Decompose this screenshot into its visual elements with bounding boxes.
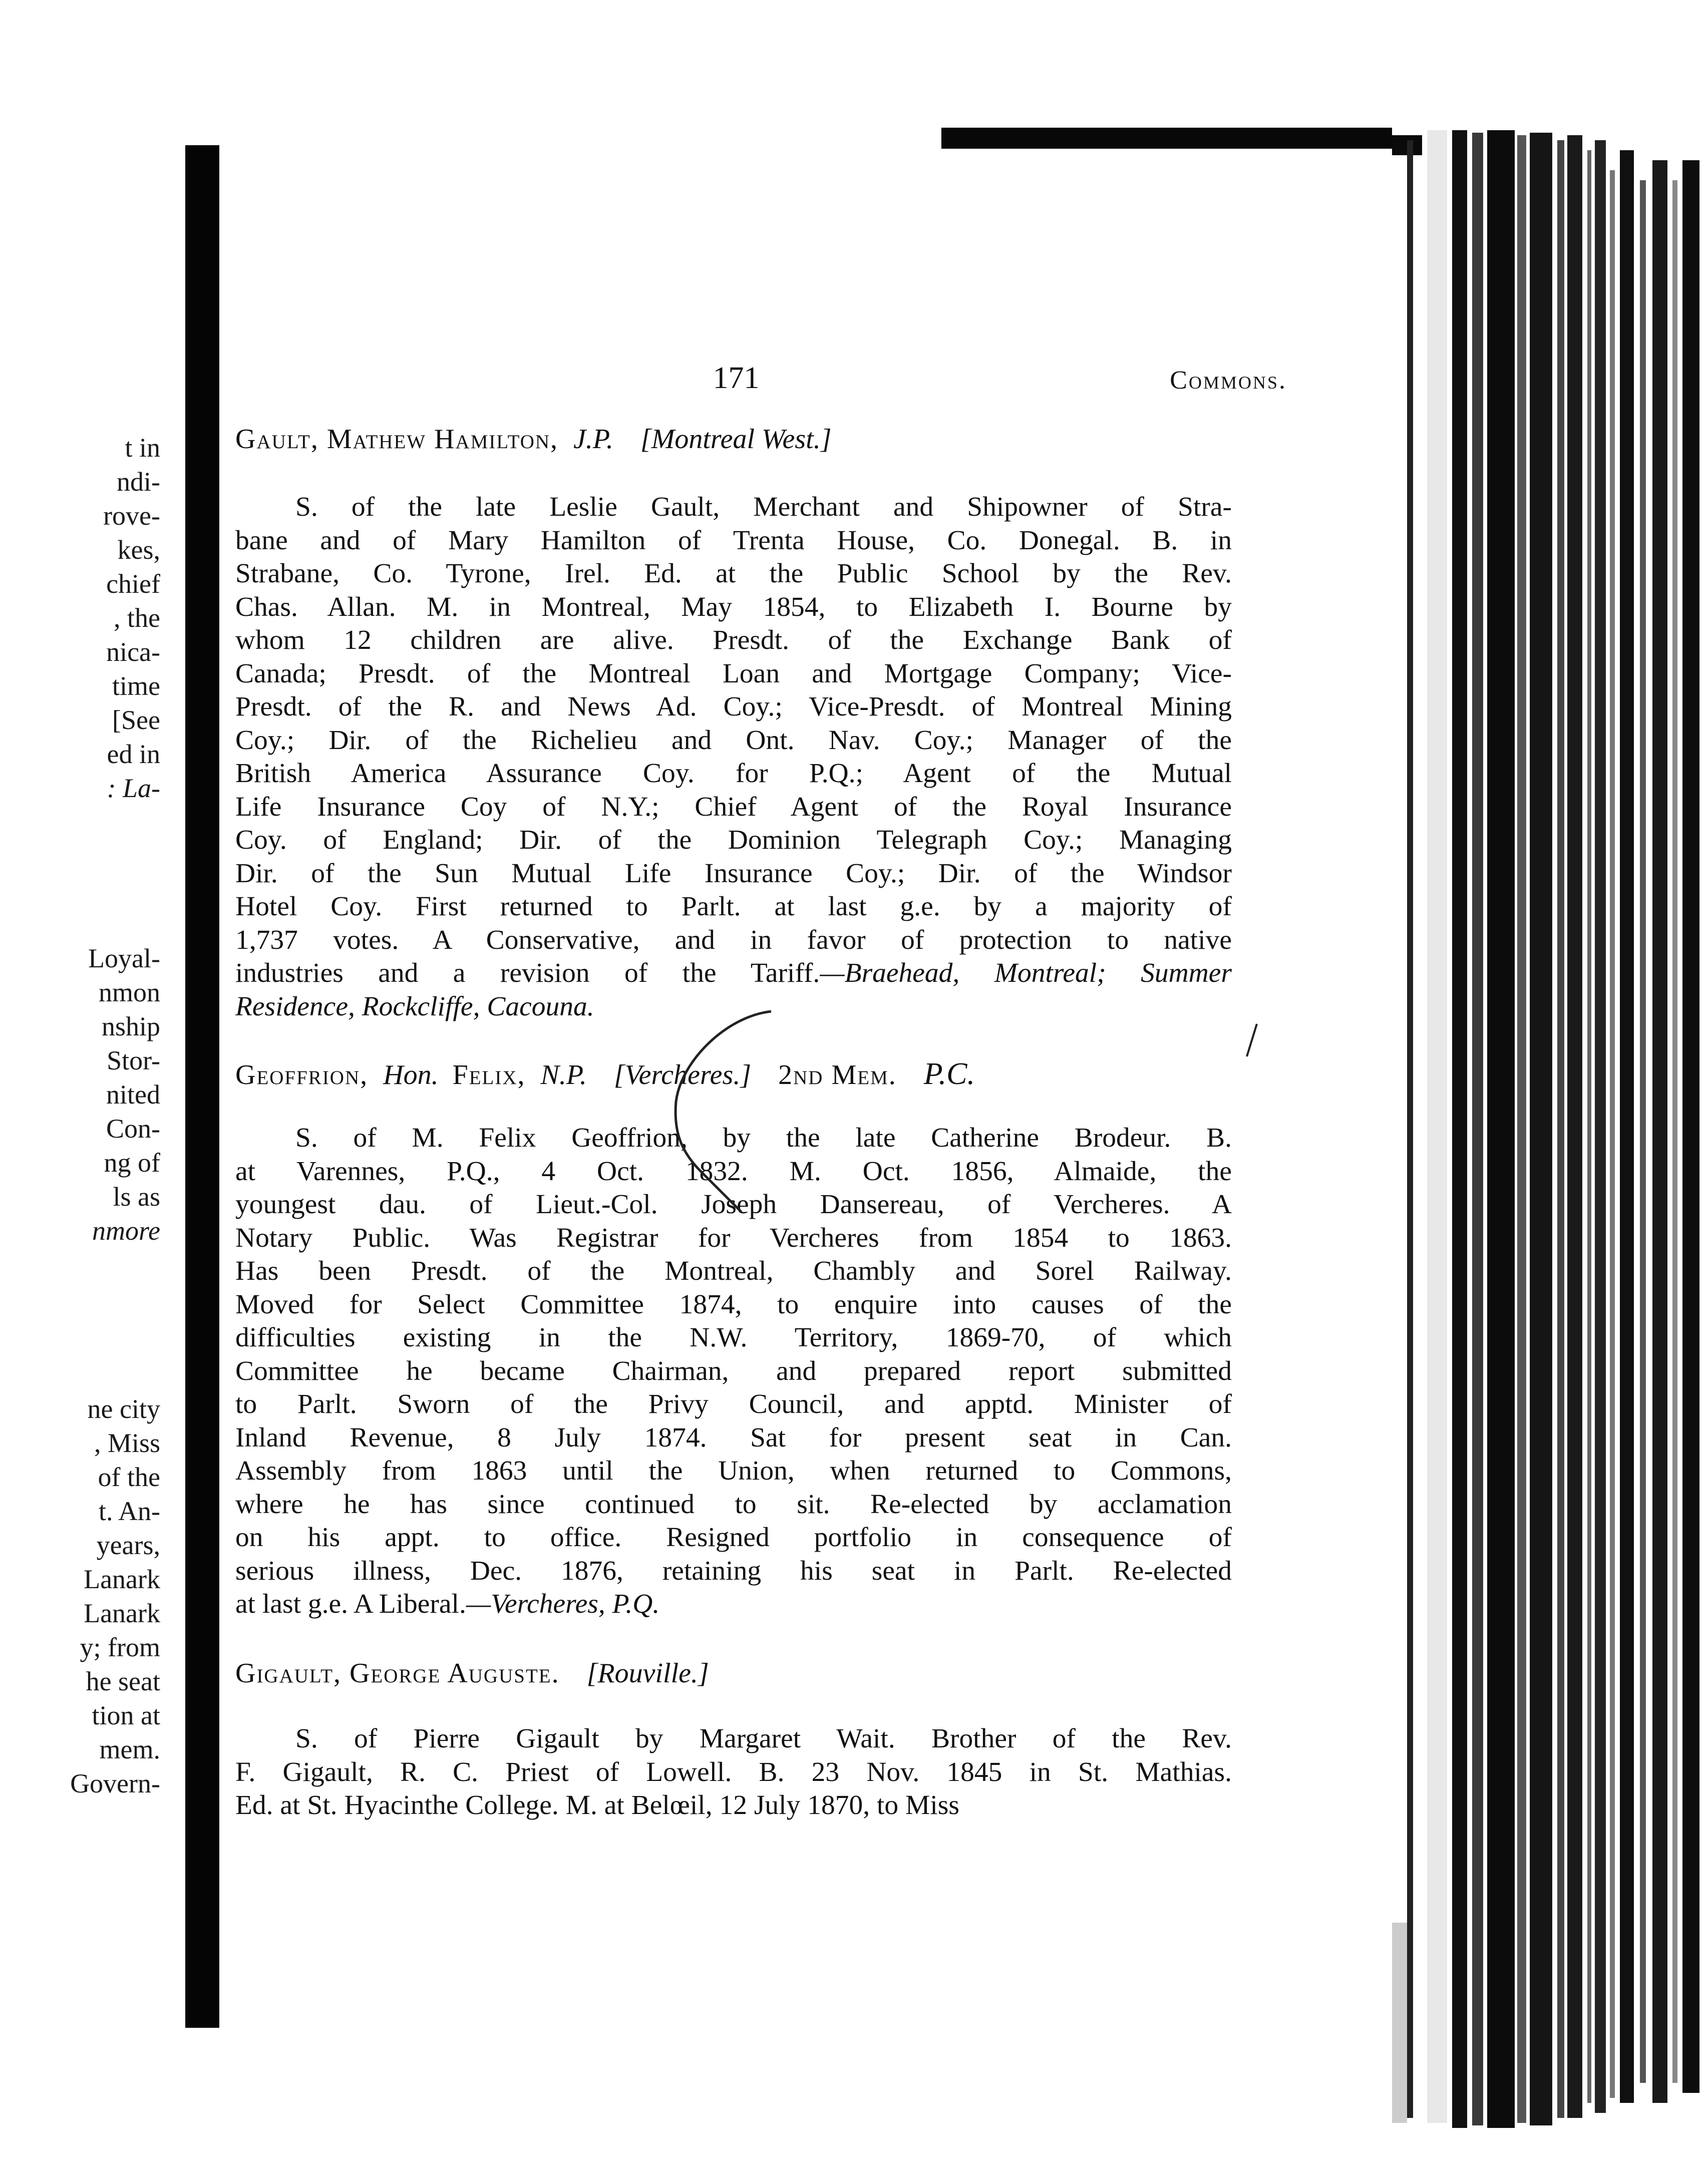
fragment-line: chief (106, 569, 160, 599)
fragment-line: tion at (92, 1700, 160, 1730)
fragment-line: years, (96, 1530, 160, 1560)
fragment-line: he seat (86, 1666, 160, 1696)
fragment-line: rove- (103, 501, 160, 531)
entry-title: J.P. (573, 424, 613, 455)
entry-line (235, 924, 1232, 957)
running-head: Commons. (1170, 366, 1287, 395)
entry-line (235, 957, 1232, 990)
fragment-line: of the (98, 1462, 160, 1492)
entry-text: Presdt. of the R. and News Ad. Coy.; Vice-Presdt. of Montreal Mining (235, 691, 1232, 722)
fragment-line: Lanark (84, 1598, 160, 1628)
entry-line (235, 890, 1232, 924)
entry-text: Dir. of the Sun Mutual Life Insurance Coy.; Dir. of the Windsor (235, 858, 1232, 889)
entry-text: S. of M. Felix Geoffrion, by the late Catherine Brodeur. B. (295, 1123, 1232, 1153)
fragment-line: ls as (113, 1182, 160, 1212)
book-spine-shadow (185, 145, 219, 2028)
fragment-line: Stor- (107, 1045, 160, 1075)
entry-line (235, 857, 1232, 891)
entry-text: Canada; Presdt. of the Montreal Loan and Mortgage Company; Vice- (235, 658, 1232, 689)
fragment-line: nited (106, 1079, 160, 1110)
entry-text: S. of the late Leslie Gault, Merchant and Shipowner of Stra- (295, 492, 1232, 522)
fragment-line: nica- (106, 637, 160, 667)
entry-line (235, 591, 1232, 624)
entry-line (235, 724, 1232, 758)
handwritten-pen-stroke (651, 1001, 781, 1217)
entry-line (235, 657, 1232, 691)
entry-address: —Braehead, Montreal; Summer (820, 958, 1232, 988)
entry-text: 1,737 votes. A Conservative, and in favor of protection to native (235, 924, 1232, 955)
facing-page-fragment-middle (15, 941, 160, 1248)
facing-page-fragment-bottom (15, 1392, 160, 1800)
entry-body-gault (235, 491, 1232, 1023)
entry-member-note: 2nd Mem. (778, 1059, 897, 1091)
entry-line (235, 1255, 1232, 1288)
fragment-line: ed in (107, 739, 160, 769)
entry-heading-gault (235, 423, 1237, 455)
entry-text: Moved for Select Committee 1874, to enquire into causes of the (235, 1289, 1232, 1320)
entry-text: to Parlt. Sworn of the Privy Council, and apptd. Minister of (235, 1389, 1232, 1419)
entry-text: whom 12 children are alive. Presdt. of the Exchange Bank of (235, 625, 1232, 655)
fragment-line: ne city (87, 1394, 160, 1424)
entry-line (235, 1789, 1232, 1823)
entry-line (235, 1488, 1232, 1522)
fragment-line: ng of (104, 1148, 160, 1178)
entry-line (235, 1588, 1232, 1621)
entry-text: British America Assurance Coy. for P.Q.; Agent of the Mutual (235, 758, 1232, 789)
entry-text: bane and of Mary Hamilton of Trenta House, Co. Donegal. B. in (235, 525, 1232, 556)
fragment-line: nship (101, 1011, 160, 1041)
entry-line (235, 1421, 1232, 1455)
fragment-line: Con- (106, 1114, 160, 1144)
entry-text: F. Gigault, R. C. Priest of Lowell. B. 23 Nov. 1845 in St. Mathias. (235, 1756, 1232, 1787)
fragment-line: mem. (99, 1734, 160, 1764)
fragment-line: t. An- (98, 1496, 160, 1526)
entry-name: Gault, Mathew Hamilton, (235, 424, 559, 455)
entry-line (235, 690, 1232, 724)
entry-text: Coy. of England; Dir. of the Dominion Telegraph Coy.; Managing (235, 825, 1232, 855)
fragment-line: Lanark (84, 1564, 160, 1594)
fragment-line: Govern- (70, 1768, 160, 1798)
entry-line (235, 1222, 1232, 1255)
entry-text: Inland Revenue, 8 July 1874. Sat for present seat in Can. (235, 1422, 1232, 1453)
fragment-line: : La- (107, 773, 160, 803)
fragment-line: [See (112, 705, 160, 735)
entry-text: industries and a revision of the Tariff. (235, 958, 820, 988)
entry-name: Gigault, George Auguste. (235, 1658, 560, 1689)
entry-address: —Vercheres, P.Q. (466, 1589, 660, 1619)
entry-line (235, 1288, 1232, 1322)
entry-text: on his appt. to office. Resigned portfolio in consequence of (235, 1522, 1232, 1553)
fragment-line: Loyal- (88, 943, 160, 973)
entry-line (235, 1756, 1232, 1789)
entry-line (235, 1722, 1232, 1756)
entry-line (235, 1355, 1232, 1388)
entry-line (235, 757, 1232, 791)
entry-text: Committee he became Chairman, and prepared report submitted (235, 1355, 1232, 1386)
entry-line (235, 557, 1232, 591)
fragment-line: , Miss (94, 1428, 160, 1458)
fragment-line: ndi- (117, 467, 160, 497)
right-edge-scan-shadow (1352, 120, 1708, 2168)
entry-line (235, 824, 1232, 857)
entry-name: Geoffrion, (235, 1059, 369, 1091)
entry-line (235, 491, 1232, 524)
entry-text: at last g.e. A Liberal. (235, 1589, 466, 1619)
entry-given-name: Felix, (452, 1059, 526, 1091)
fragment-line: t in (125, 433, 160, 463)
entry-line (235, 1321, 1232, 1355)
entry-text: Life Insurance Coy of N.Y.; Chief Agent of the Royal Insurance (235, 791, 1232, 822)
fragment-line: nmore (92, 1216, 160, 1246)
entry-line (235, 1521, 1232, 1555)
entry-text: at Varennes, P.Q., 4 Oct. 1832. M. Oct. 1856, Almaide, the (235, 1156, 1232, 1187)
fragment-line: , the (114, 603, 160, 633)
entry-text: Assembly from 1863 until the Union, when returned to Commons, (235, 1456, 1232, 1486)
entry-line (235, 1388, 1232, 1421)
entry-text: Coy.; Dir. of the Richelieu and Ont. Nav. Coy.; Manager of the (235, 725, 1232, 756)
page-number: 171 (713, 361, 760, 395)
entry-text: Strabane, Co. Tyrone, Irel. Ed. at the Public School by the Rev. (235, 558, 1232, 589)
entry-text: Chas. Allan. M. in Montreal, May 1854, to Elizabeth I. Bourne by (235, 591, 1232, 622)
entry-privy-council: P.C. (923, 1057, 975, 1091)
entry-title: N.P. (540, 1059, 587, 1091)
facing-page-fragment-top (15, 431, 160, 805)
stray-mark (1242, 1021, 1262, 1061)
entry-text: where he has since continued to sit. Re-elected by acclamation (235, 1489, 1232, 1520)
entry-text: youngest dau. of Lieut.-Col. Joseph Dansereau, of Vercheres. A (235, 1189, 1232, 1220)
fragment-line: y; from (80, 1632, 160, 1662)
fragment-line: kes, (117, 535, 160, 565)
entry-body-gigault (235, 1722, 1232, 1823)
entry-text: S. of Pierre Gigault by Margaret Wait. Brother of the Rev. (295, 1723, 1232, 1754)
entry-text: Hotel Coy. First returned to Parlt. at last g.e. by a majority of (235, 891, 1232, 922)
entry-line (235, 791, 1232, 824)
entry-line (235, 524, 1232, 558)
entry-line (235, 1555, 1232, 1588)
entry-line (235, 624, 1232, 657)
entry-text: Ed. at St. Hyacinthe College. M. at Belœil, 12 July 1870, to Miss (235, 1790, 959, 1821)
entry-text: Has been Presdt. of the Montreal, Chambly and Sorel Railway. (235, 1256, 1232, 1286)
fragment-line: nmon (98, 977, 160, 1007)
entry-honorific: Hon. (383, 1059, 439, 1091)
entry-text: serious illness, Dec. 1876, retaining his seat in Parlt. Re-elected (235, 1555, 1232, 1586)
entry-riding: [Montreal West.] (640, 424, 832, 455)
entry-text: difficulties existing in the N.W. Territory, 1869-70, of which (235, 1322, 1232, 1353)
entry-riding: [Rouville.] (586, 1658, 709, 1689)
entry-riding: [Vercheres.] (613, 1059, 752, 1091)
entry-address: Residence, Rockcliffe, Cacouna. (235, 991, 594, 1022)
entry-line (235, 1455, 1232, 1488)
top-edge-shadow (941, 128, 1392, 149)
entry-text: Notary Public. Was Registrar for Vercheres from 1854 to 1863. (235, 1222, 1232, 1253)
entry-heading-gigault (235, 1657, 1237, 1689)
fragment-line: time (112, 671, 160, 701)
